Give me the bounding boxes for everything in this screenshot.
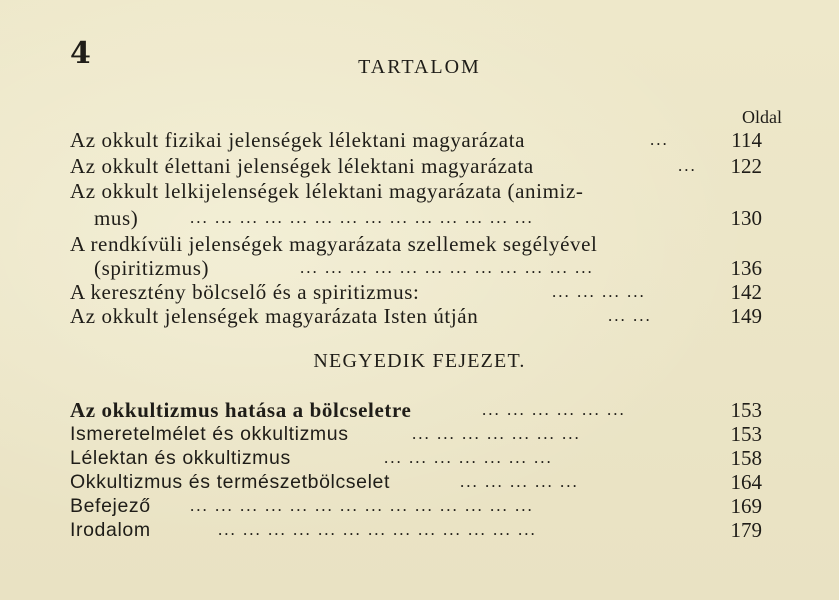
toc-entry (70, 232, 770, 256)
toc-entry-title: (spiritizmus) (94, 256, 210, 280)
toc-entry (70, 179, 770, 203)
toc-leader-dots: ... ... ... ... ... ... ... (384, 448, 553, 467)
toc-entry (70, 470, 770, 494)
toc-entry (70, 206, 770, 230)
toc-entry-title: Okkultizmus és természetbölcselet (70, 471, 390, 493)
toc-leader-dots: ... (650, 130, 669, 149)
toc-entry-page: 153 (730, 422, 762, 446)
toc-entry-page: 158 (730, 446, 762, 470)
toc-leader-dots: ... ... ... ... ... ... ... ... ... ... ... ... (300, 258, 594, 277)
toc-entry (70, 398, 770, 422)
toc-entry-title: A keresztény bölcselő és a spiritizmus: (70, 280, 420, 304)
toc-leader-dots: ... ... ... ... ... ... ... (412, 424, 581, 443)
toc-entry-title: Az okkult jelenségek magyarázata Isten útján (70, 304, 479, 328)
toc-entry (70, 304, 770, 328)
toc-entry-page: 149 (730, 304, 762, 328)
toc-entry (70, 256, 770, 280)
toc-entry (70, 446, 770, 470)
toc-entry-page: 164 (730, 470, 762, 494)
running-title: TARTALOM (358, 56, 481, 78)
toc-entry-title: Az okkult lelkijelenségek lélektani magyarázata (animiz- (70, 179, 584, 203)
toc-entry-title: Ismeretelmélet és okkultizmus (70, 423, 349, 445)
toc-entry (70, 494, 770, 518)
toc-entry-page: 179 (730, 518, 762, 542)
toc-leader-dots: ... ... ... ... ... ... ... ... ... ... ... ... ... (218, 520, 537, 539)
toc-entry-title: Az okkultizmus hatása a bölcseletre (70, 398, 412, 422)
toc-leader-dots: ... ... ... ... (552, 282, 646, 301)
toc-entry-page: 142 (730, 280, 762, 304)
toc-entry (70, 128, 770, 152)
toc-entry-page: 130 (730, 206, 762, 230)
toc-entry-page: 136 (730, 256, 762, 280)
toc-entry-page: 153 (730, 398, 762, 422)
toc-leader-dots: ... ... ... ... ... ... (482, 400, 626, 419)
toc-leader-dots: ... ... ... ... ... ... ... ... ... ... ... ... ... ... (190, 496, 534, 515)
toc-entry-title: Irodalom (70, 519, 151, 541)
toc-entry-title: A rendkívüli jelenségek magyarázata szellemek segélyével (70, 232, 598, 256)
page-column-label: Oldal (742, 107, 782, 127)
toc-entry-title: mus) (94, 206, 139, 230)
toc-entry (70, 518, 770, 542)
chapter-heading: NEGYEDIK FEJEZET. (313, 350, 526, 372)
toc-entry-page: 169 (730, 494, 762, 518)
toc-entry (70, 154, 770, 178)
toc-entry-title: Az okkult fizikai jelenségek lélektani magyarázata (70, 128, 526, 152)
toc-entry-title: Befejező (70, 495, 151, 517)
toc-entry-page: 122 (730, 154, 762, 178)
toc-entry-title: Az okkult élettani jelenségek lélektani magyarázata (70, 154, 534, 178)
toc-entry-page: 114 (731, 128, 762, 152)
toc-leader-dots: ... ... ... ... ... (460, 472, 579, 491)
toc-entry-title: Lélektan és okkultizmus (70, 447, 291, 469)
toc-entry (70, 422, 770, 446)
toc-leader-dots: ... ... ... ... ... ... ... ... ... ... ... ... ... ... (190, 208, 534, 227)
page-number: 4 (70, 36, 92, 71)
toc-leader-dots: ... (678, 156, 697, 175)
toc-leader-dots: ... ... (608, 306, 652, 325)
toc-entry (70, 280, 770, 304)
